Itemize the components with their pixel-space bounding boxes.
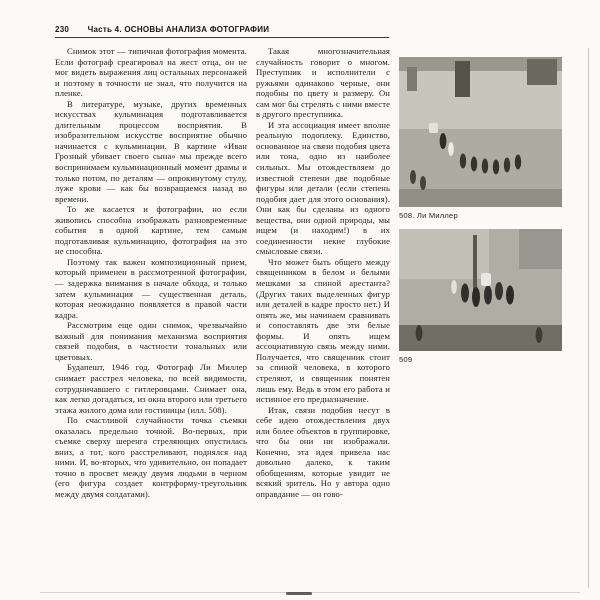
figure-509 [399, 229, 562, 366]
running-header [55, 25, 395, 34]
paragraph: По счастливой случайности точка съемки оказалась предельно точной. Во-первых, при съемке сверху шеренга стреляющих опустилась вниз, а тот, кого расстреливают, поднялся над ними. И, во-вторых, что удивительно, он попадает точно в просвет между двумя людьми в черном (его фигура создает контрформу-треугольник между двумя солдатами). [55, 415, 247, 499]
figure-caption-508: 508. Ли Миллер [399, 211, 458, 220]
text-column-middle [256, 46, 390, 500]
figure-508 [399, 57, 562, 222]
paragraph: Рассмотрим еще один снимок, чрезвычайно важный для понимания механизма восприятия связей подобия, в частности тональных или цветовых. [55, 320, 247, 362]
execution-photo-509 [399, 229, 562, 351]
execution-photo-508 [399, 57, 562, 207]
page-number: 230 [55, 25, 70, 34]
paragraph: В литературе, музыке, других временных искусствах кульминация подготавливается длительным процессом восприятия. В изобразительном искусстве восприятие обычно начинается с кульминации. В картине «Иван Грозный убивает своего сына» мы прежде всего воспринимаем кульминационный момент драмы и только потом, по деталям — опрокинутому стулу, луже крови — как бы возвращаемся назад во времени. [55, 98, 247, 204]
paragraph: То же касается и фотографии, но если живопись способна изображать разновременные события в одной картине, тем самым подготавливая кульминацию, фотография на это не способна. [55, 204, 247, 257]
photo-509-art [399, 229, 562, 351]
paragraph: И эта ассоциация имеет вполне реальную подоплеку. Единство, основанное на связи подобия цвета или тона, одно из наиболее сильных. Мы отождествляем до известной степени две подобные фигуры или детали (если степень подобия дает для этого основания). Они как бы сделаны из одного вещества, они одной природы, мы ищем (и находим!) в их соединенности некие глубокие смысловые связи. [256, 119, 390, 257]
paragraph: Снимок этот — типичная фотография момента. Если фотограф среагировал на жест отца, он не мог видеть выражения лиц остальных персонажей и поэтому в точности не знал, что получится на пленке. [55, 46, 247, 99]
photo-508-art [399, 57, 562, 207]
paragraph: Итак, связи подобия несут в себе идею отождествления двух или более объектов в группировке, что бы они ни изображали. Конечно, эта идея привела нас довольно далеко, к таким обобщениям, которые увидит не всякий зритель. Но у автора одно оправдание — он гово- [256, 404, 390, 499]
figure-caption-509: 509 [399, 354, 413, 364]
chapter-title: Часть 4. ОСНОВЫ АНАЛИЗА ФОТОГРАФИИ [87, 25, 270, 34]
paragraph: Поэтому так важен композиционный прием, который применен в рассмотренной фотографии, — задержка внимания в начале обхода, и только затем кульминация — существенная деталь, которая неожиданно появляется в правой части кадра. [55, 256, 247, 320]
paragraph: Такая многозначительная случайность говорит о многом. Преступник и исполнители с ружьями одинаково черные, они подобны по цвету и размеру. Он сам мог бы стрелять с ними вместе в другого преступника. [256, 46, 390, 120]
page-content [55, 46, 562, 500]
paragraph: Что может быть общего между священником в белом и белыми мешками за спиной арестанта? (Других таких выделенных фигур или деталей в кадре просто нет.) И опять же, мы начинаем сравнивать и сопоставлять две эти белые формы. И опять ищем ассоциативную связь между ними. Получается, что священник стоит за спиной человека, в которого стреляют, и священник понятен лишь ему. Ведь в этом его работа и истинное его предназначение. [256, 256, 390, 405]
header-rule [55, 37, 389, 38]
paragraph: Будапешт, 1946 год. Фотограф Ли Миллер снимает расстрел человека, по всей видимости, сотрудничавшего с гитлеровцами. Снимает она, как легко догадаться, из окна второго или третьего этажа жилого дома или гостиницы (илл. 508). [55, 362, 247, 415]
figures-column [399, 46, 562, 365]
page-edge-right [588, 48, 589, 588]
text-column-left [55, 46, 247, 500]
scan-artifact [286, 592, 312, 595]
